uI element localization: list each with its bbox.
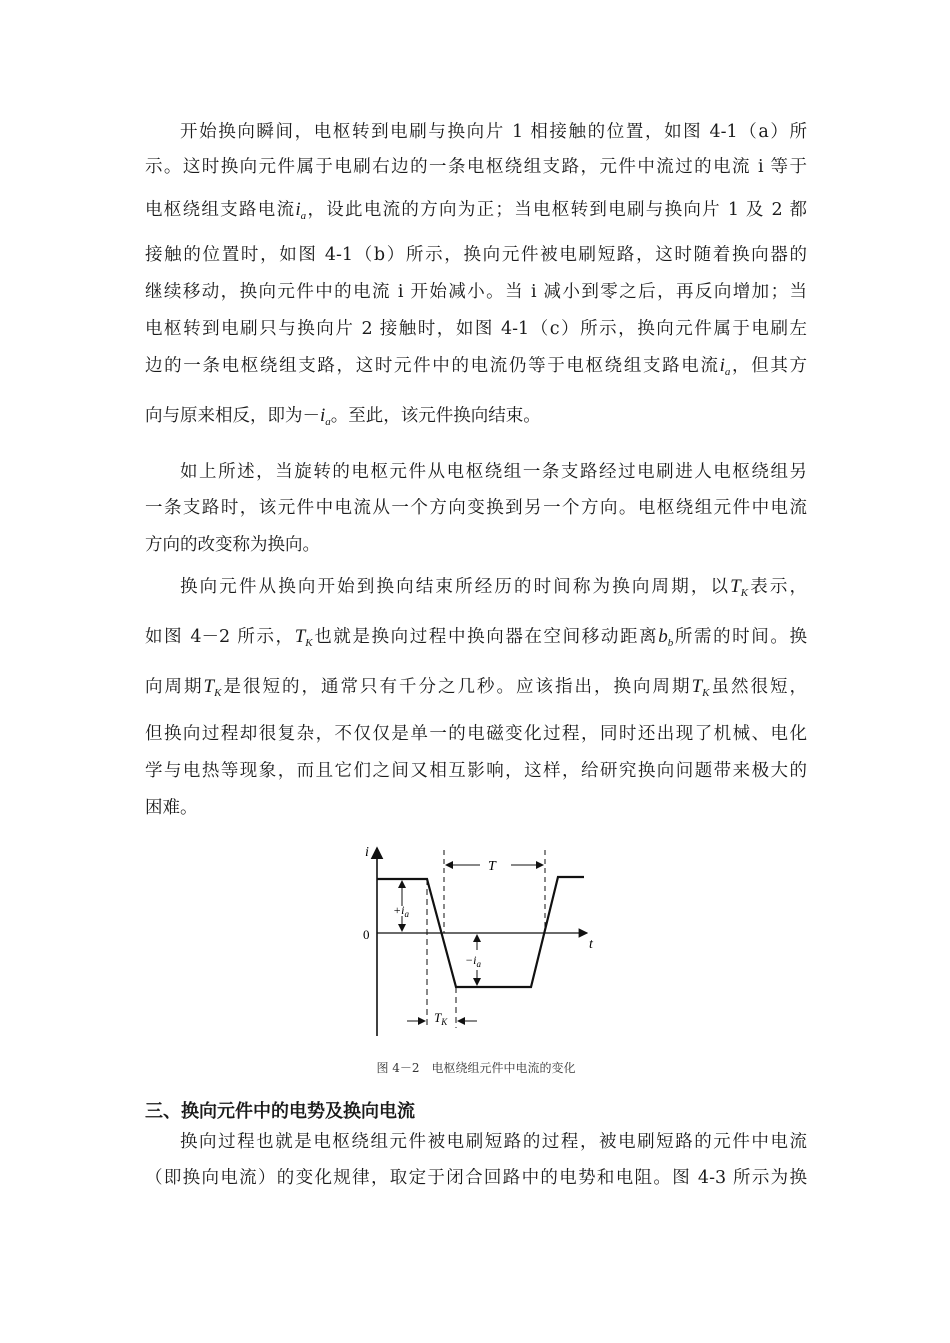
paragraph-commutation-process	[145, 118, 807, 442]
figure-caption: 图 4－2 电枢绕组元件中电流的变化	[376, 1061, 576, 1075]
paragraph-commutation-current	[145, 1128, 807, 1200]
text-line: 继续移动，换向元件中的电流 i 开始减小。当 i 减小到零之后，再反向增加；当	[145, 282, 807, 302]
text-line: 向周期$T_K$是很短的，通常只有千分之几秒。应该指出，换向周期$T_K$虽然很短，	[145, 676, 808, 699]
text-line: （即换向电流）的变化规律，取定于闭合回路中的电势和电阻。图 4-3 所示为换	[145, 1168, 807, 1188]
commutation-current-figure	[355, 838, 605, 1043]
neg-current-label: $-i_a$	[465, 953, 481, 969]
text-line: 如上所述，当旋转的电枢元件从电枢绕组一条支路经过电刷进人电枢绕组另	[180, 462, 807, 482]
paragraph-commutation-definition	[145, 458, 807, 571]
math-bb: $b_b$	[658, 626, 674, 649]
section-heading: 三、换向元件中的电势及换向电流	[145, 1101, 415, 1122]
text-line: 示。这时换向元件属于电刷右边的一条电枢绕组支路，元件中流过的电流 i 等于	[145, 157, 807, 177]
text-line: 开始换向瞬间，电枢转到电刷与换向片 1 相接触的位置，如图 4-1（a）所	[180, 122, 807, 142]
text-line: 电枢绕组支路电流$i_a$，设此电流的方向为正；当电枢转到电刷与换向片 1 及 2 都	[145, 199, 807, 222]
text-line: 接触的位置时，如图 4-1（b）所示，换向元件被电刷短路，这时随着换向器的	[145, 245, 807, 265]
text-line: 电枢转到电刷只与换向片 2 接触时，如图 4-1（c）所示，换向元件属于电刷左	[145, 319, 807, 339]
math-tk: $T_K$	[294, 626, 313, 649]
paragraph-commutation-period	[145, 573, 807, 834]
y-axis-label: i	[365, 845, 369, 860]
text-line: 换向过程也就是电枢绕组元件被电刷短路的过程，被电刷短路的元件中电流	[180, 1132, 807, 1152]
math-tk: $T_K$	[730, 576, 749, 599]
math-ia: $i_a$	[295, 199, 307, 222]
text-line: 一条支路时，该元件中电流从一个方向变换到另一个方向。电枢绕组元件中电流	[145, 498, 807, 518]
text-line: 向与原来相反，即为$-i_a$。至此，该元件换向结束。	[145, 405, 541, 428]
current-waveform	[377, 877, 584, 987]
pos-current-label: $+i_a$	[393, 903, 409, 919]
text-line: 方向的改变称为换向。	[145, 535, 320, 555]
math-ia: $i_a$	[320, 405, 331, 428]
math-ia: $i_a$	[719, 355, 731, 378]
text-line: 换向元件从换向开始到换向结束所经历的时间称为换向周期，以$T_K$表示，	[180, 576, 808, 599]
math-tk: $T_K$	[691, 676, 710, 699]
text-line: 边的一条电枢绕组支路，这时元件中的电流仍等于电枢绕组支路电流$i_a$，但其方	[145, 355, 808, 378]
tk-label: $T_K$	[434, 1010, 448, 1027]
x-axis-label: t	[589, 937, 593, 952]
period-label: T	[488, 859, 496, 874]
text-line: 学与电热等现象，而且它们之间又相互影响，这样，给研究换向问题带来极大的	[145, 761, 807, 781]
text-line: 困难。	[145, 798, 198, 818]
text-line: 但换向过程却很复杂，不仅仅是单一的电磁变化过程，同时还出现了机械、电化	[145, 724, 807, 744]
text-line: 如图 4－2 所示，$T_K$也就是换向过程中换向器在空间移动距离$b_b$所需的时间。换	[145, 626, 808, 649]
math-tk: $T_K$	[203, 676, 222, 699]
origin-label: 0	[363, 927, 370, 942]
